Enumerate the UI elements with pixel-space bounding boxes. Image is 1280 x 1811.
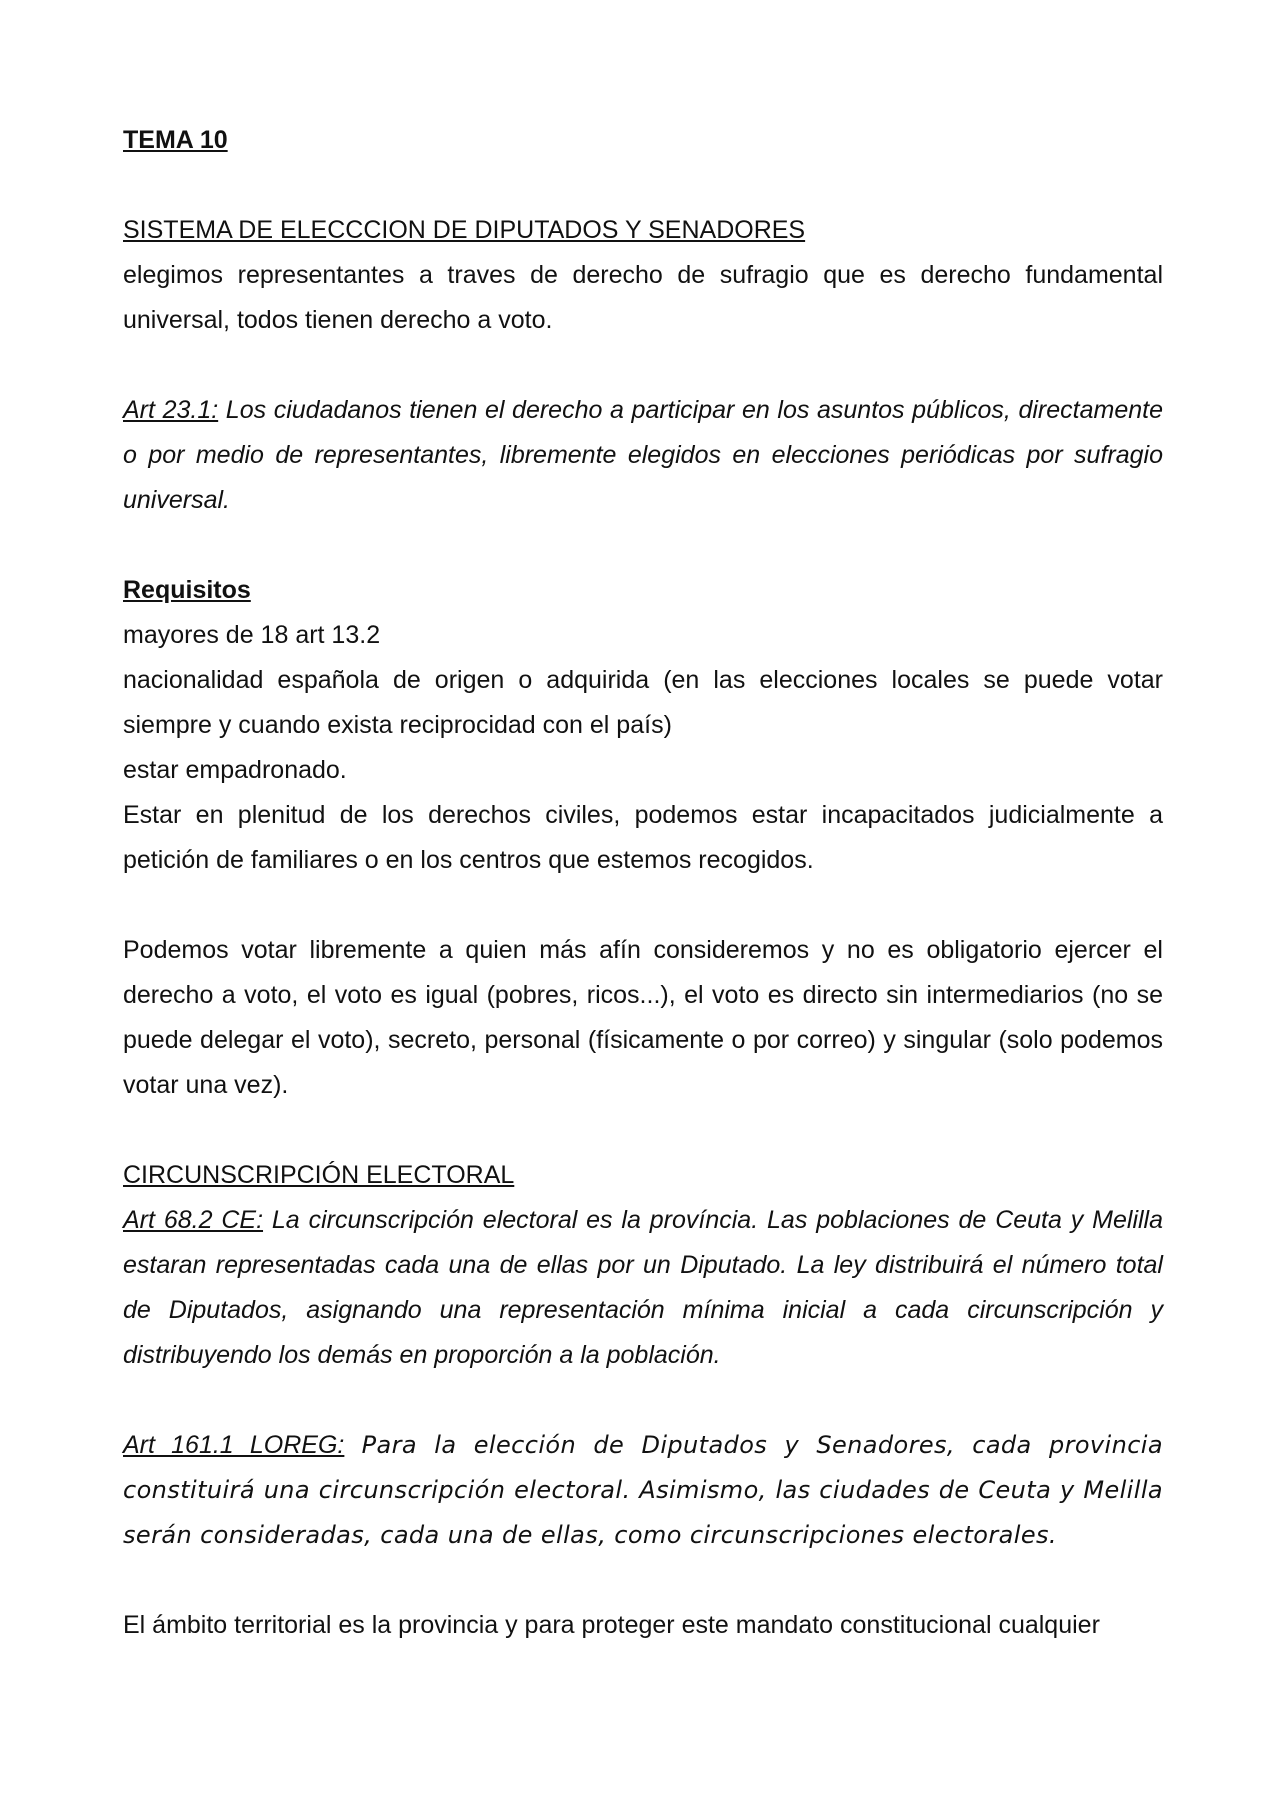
requisito-item: estar empadronado. (123, 756, 347, 784)
document-title (123, 118, 1163, 163)
section-heading-text: CIRCUNSCRIPCIÓN ELECTORAL (123, 1161, 515, 1189)
article-text: Los ciudadanos tienen el derecho a participar en los asuntos públicos, directamente o por medio de representantes, libremente elegidos en elecciones periódicas por sufragio universal. (123, 396, 1163, 514)
spacer (123, 1108, 1163, 1153)
article-reference: Art 161.1 LOREG: (123, 1431, 345, 1459)
spacer (123, 163, 1163, 208)
spacer (123, 883, 1163, 928)
requisito-item: Estar en plenitud de los derechos civiles, podemos estar incapacitados judicialmente a petición de familiares o en los centros que estemos recogidos. (123, 801, 1163, 874)
spacer (123, 343, 1163, 388)
requisito-item: nacionalidad española de origen o adquirida (en las elecciones locales se puede votar siempre y cuando exista reciprocidad con el país) (123, 666, 1163, 739)
spacer (123, 523, 1163, 568)
section-heading-text: SISTEMA DE ELECCCION DE DIPUTADOS Y SENADORES (123, 216, 806, 244)
quote-art-161-1 (123, 1423, 1163, 1558)
section-heading-circunscripcion (123, 1153, 1163, 1198)
requisito-item: mayores de 18 art 13.2 (123, 621, 381, 649)
section-heading-text: Requisitos (123, 576, 251, 604)
section-heading-requisitos (123, 568, 1163, 613)
article-text: La circunscripción electoral es la província. Las poblaciones de Ceuta y Melilla estaran representadas cada una de ellas por un Diputado. La ley distribuirá el número total de Diputados, asignando una representación mínima inicial a cada circunscripción y distribuyendo los demás en proporción a la población. (123, 1206, 1164, 1369)
paragraph-sufragio: elegimos representantes a traves de derecho de sufragio que es derecho fundamental universal, todos tienen derecho a voto. (123, 261, 1163, 334)
article-reference: Art 23.1: (123, 396, 219, 424)
title-text: TEMA 10 (123, 126, 228, 154)
quote-art-68-2 (123, 1198, 1163, 1378)
spacer (123, 1378, 1163, 1423)
section-heading-sistema (123, 208, 1163, 253)
article-reference: Art 68.2 CE: (123, 1206, 264, 1234)
spacer (123, 1558, 1163, 1603)
article-text: Para la elección de Diputados y Senadores, cada provincia constituirá una circunscripción electoral. Asimismo, las ciudades de Ceuta y Melilla serán consideradas, cada una de ellas, como circunscripciones electorales. (123, 1431, 1163, 1549)
document-body (123, 118, 1163, 1648)
quote-art-23-1 (123, 388, 1163, 523)
paragraph-ambito: El ámbito territorial es la provincia y para proteger este mandato constitucional cualquier (123, 1611, 1100, 1639)
paragraph-voto: Podemos votar libremente a quien más afín consideremos y no es obligatorio ejercer el derecho a voto, el voto es igual (pobres, ricos...), el voto es directo sin intermediarios (no se puede delegar el voto), secreto, personal (físicamente o por correo) y singular (solo podemos votar una vez). (123, 936, 1163, 1099)
